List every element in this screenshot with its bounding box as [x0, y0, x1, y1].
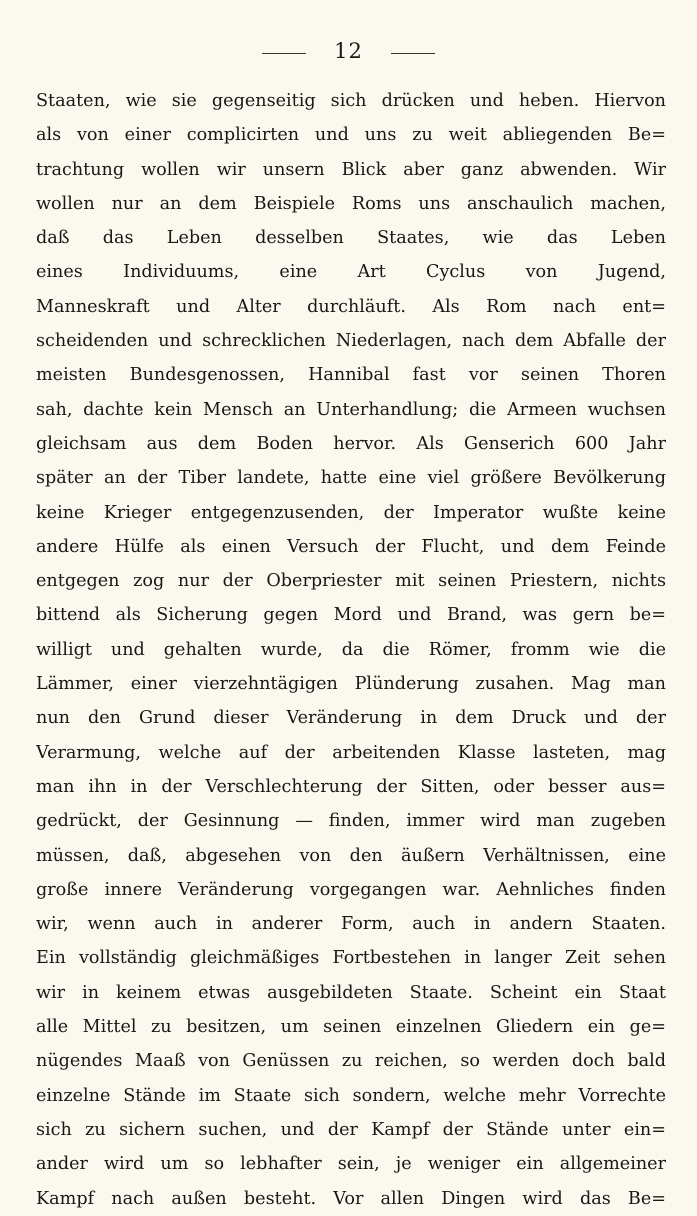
- text-line: sich zu sichern suchen, und der Kampf der Stände unter ein=: [36, 1119, 666, 1140]
- text-line: Lämmer, einer vierzehntägigen Plünderung zusahen. Mag man: [36, 674, 666, 695]
- text-line: man ihn in der Verschlechterung der Sitten, oder besser aus=: [36, 776, 666, 797]
- text-line: später an der Tiber landete, hatte eine viel größere Bevölkerung: [36, 468, 666, 489]
- text-line: daß das Leben desselben Staates, wie das Leben: [36, 228, 666, 249]
- page-number: 12: [334, 39, 363, 63]
- text-line: als von einer complicirten und uns zu weit abliegenden Be=: [36, 125, 666, 146]
- text-line: scheidenden und schrecklichen Niederlagen, nach dem Abfalle der: [36, 331, 666, 352]
- text-line: Verarmung, welche auf der arbeitenden Klasse lasteten, mag: [36, 742, 666, 763]
- text-line: wir, wenn auch in anderer Form, auch in andern Staaten.: [36, 914, 666, 935]
- body-text: [36, 84, 666, 1216]
- text-line: bittend als Sicherung gegen Mord und Brand, was gern be=: [36, 605, 666, 626]
- text-line: willigt und gehalten wurde, da die Römer, fromm wie die: [36, 639, 666, 660]
- text-line: wollen nur an dem Beispiele Roms uns anschaulich machen,: [36, 193, 666, 214]
- text-line: trachtung wollen wir unsern Blick aber ganz abwenden. Wir: [36, 159, 666, 180]
- text-line: müssen, daß, abgesehen von den äußern Verhältnissen, eine: [36, 845, 666, 866]
- text-line: gleichsam aus dem Boden hervor. Als Genserich 600 Jahr: [36, 433, 666, 454]
- text-line: wir in keinem etwas ausgebildeten Staate. Scheint ein Staat: [36, 982, 666, 1003]
- text-line: große innere Veränderung vorgegangen war. Aehnliches finden: [36, 879, 666, 900]
- text-line: ander wird um so lebhafter sein, je weniger ein allgemeiner: [36, 1154, 666, 1175]
- text-line: alle Mittel zu besitzen, um seinen einzelnen Gliedern ein ge=: [36, 1017, 666, 1038]
- header-rule-right: [391, 53, 435, 54]
- text-line: sah, dachte kein Mensch an Unterhandlung; die Armeen wuchsen: [36, 399, 666, 420]
- text-line: eines Individuums, eine Art Cyclus von Jugend,: [36, 262, 666, 283]
- text-line: andere Hülfe als einen Versuch der Flucht, und dem Feinde: [36, 536, 666, 557]
- header-rule-left: [262, 53, 306, 54]
- text-line: einzelne Stände im Staate sich sondern, welche mehr Vorrechte: [36, 1085, 666, 1106]
- text-line: meisten Bundesgenossen, Hannibal fast vor seinen Thoren: [36, 365, 666, 386]
- text-line: nügendes Maaß von Genüssen zu reichen, so werden doch bald: [36, 1051, 666, 1072]
- text-line: Ein vollständig gleichmäßiges Fortbestehen in langer Zeit sehen: [36, 948, 666, 969]
- text-line: Kampf nach außen besteht. Vor allen Dingen wird das Be=: [36, 1188, 666, 1209]
- text-line: gedrückt, der Gesinnung — finden, immer wird man zugeben: [36, 811, 666, 832]
- page-header: [0, 36, 697, 66]
- text-line: Staaten, wie sie gegenseitig sich drücken und heben. Hiervon: [36, 91, 666, 111]
- text-line: nun den Grund dieser Veränderung in dem Druck und der: [36, 708, 666, 729]
- text-line: Manneskraft und Alter durchläuft. Als Rom nach ent=: [36, 296, 666, 317]
- text-line: entgegen zog nur der Oberpriester mit seinen Priestern, nichts: [36, 571, 666, 592]
- text-line: keine Krieger entgegenzusenden, der Imperator wußte keine: [36, 502, 666, 523]
